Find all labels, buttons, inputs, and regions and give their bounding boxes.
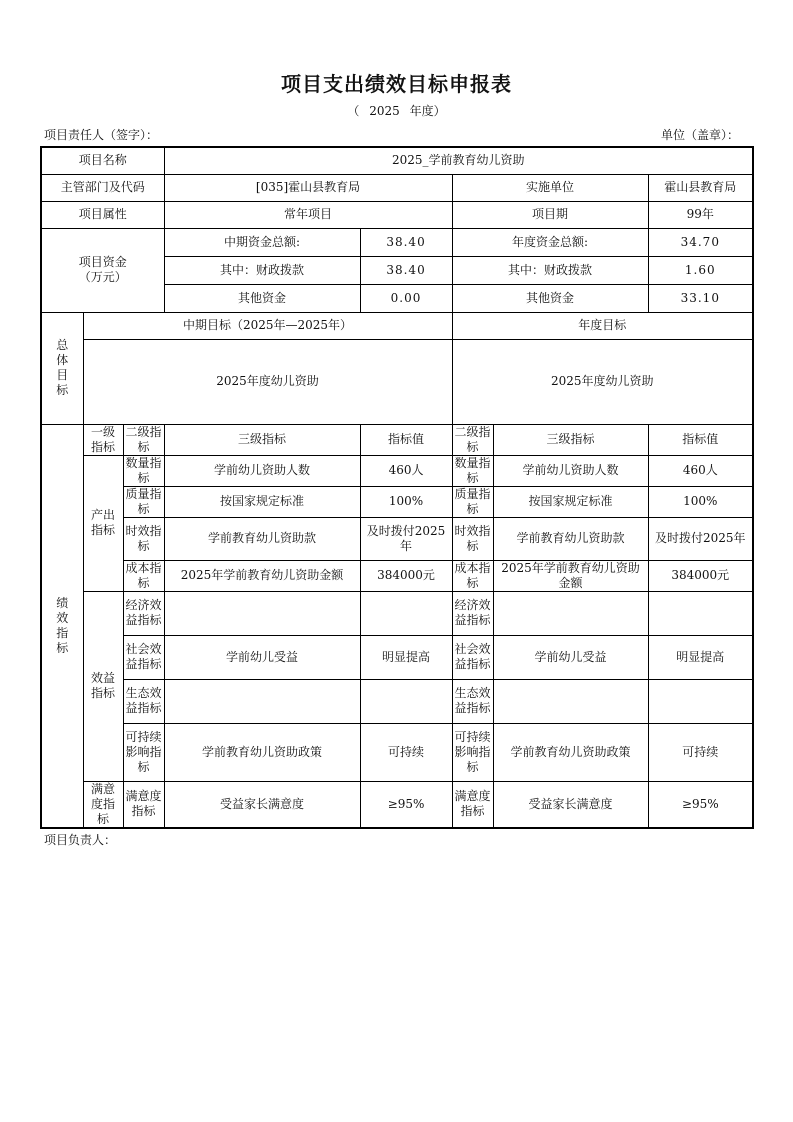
project-owner-label: 项目负责人： <box>44 833 117 847</box>
annual-goal-text: 2025年度幼儿资助 <box>452 339 753 424</box>
table-row <box>41 560 753 591</box>
value-cell-annual: 可持续 <box>648 723 753 781</box>
level3-cell-annual: 学前教育幼儿资助政策 <box>493 723 648 781</box>
level2-cell: 经济效益指标 <box>123 591 164 635</box>
level3-cell: 学前幼儿资助人数 <box>164 455 360 486</box>
level2-cell: 满意度指标 <box>123 781 164 828</box>
project-name-label: 项目名称 <box>41 147 164 174</box>
project-period-value: 99年 <box>648 201 753 228</box>
table-row <box>41 679 753 723</box>
annual-other-label: 其他资金 <box>452 284 648 312</box>
funds-label-line1: 项目资金 <box>78 255 127 269</box>
level3-cell <box>164 591 360 635</box>
project-attribute-label: 项目属性 <box>41 201 164 228</box>
level2-cell-annual: 可持续影响指标 <box>452 723 493 781</box>
implementing-unit-value: 霍山县教育局 <box>648 174 753 201</box>
level3-cell-annual: 学前幼儿受益 <box>493 635 648 679</box>
project-attribute-value: 常年项目 <box>164 201 452 228</box>
performance-indicator-label: 绩效指标 <box>41 424 83 828</box>
value-cell: 明显提高 <box>360 635 452 679</box>
implementing-unit-label: 实施单位 <box>452 174 648 201</box>
annual-fiscal-label: 其中：财政拨款 <box>452 256 648 284</box>
level3-cell-annual: 学前教育幼儿资助款 <box>493 517 648 560</box>
overall-goal-label: 总体目标 <box>41 312 83 424</box>
value-cell-annual: 460人 <box>648 455 753 486</box>
value-cell-annual: 明显提高 <box>648 635 753 679</box>
level3-cell-annual: 受益家长满意度 <box>493 781 648 828</box>
level2-cell: 成本指标 <box>123 560 164 591</box>
level3-cell-annual <box>493 679 648 723</box>
table-row <box>41 591 753 635</box>
annual-fiscal-value: 1.60 <box>648 256 753 284</box>
output-indicator-label: 产出指标 <box>83 455 123 591</box>
value-cell-annual: 100% <box>648 486 753 517</box>
annual-total-label: 年度资金总额: <box>452 228 648 256</box>
level2-cell-annual: 数量指标 <box>452 455 493 486</box>
value-cell: 及时拨付2025年 <box>360 517 452 560</box>
mid-fiscal-label: 其中：财政拨款 <box>164 256 360 284</box>
row-indicator-header <box>41 424 753 455</box>
level2-cell-annual: 质量指标 <box>452 486 493 517</box>
col-level3-header-annual: 三级指标 <box>493 424 648 455</box>
funds-label <box>41 228 164 312</box>
mid-fiscal-value: 38.40 <box>360 256 452 284</box>
table-row <box>41 635 753 679</box>
level3-cell <box>164 679 360 723</box>
level3-cell: 学前幼儿受益 <box>164 635 360 679</box>
row-goals-content <box>41 339 753 424</box>
level2-cell: 质量指标 <box>123 486 164 517</box>
row-project-name <box>41 147 753 174</box>
table-row <box>41 781 753 828</box>
project-name-value: 2025_学前教育幼儿资助 <box>164 147 753 174</box>
mid-goal-header: 中期目标（2025年—2025年） <box>83 312 452 339</box>
department-value: [035]霍山县教育局 <box>164 174 452 201</box>
performance-target-table <box>40 146 754 829</box>
mid-total-label: 中期资金总额: <box>164 228 360 256</box>
level2-cell-annual: 时效指标 <box>452 517 493 560</box>
table-row <box>41 517 753 560</box>
value-cell: 384000元 <box>360 560 452 591</box>
level3-cell: 2025年学前教育幼儿资助金额 <box>164 560 360 591</box>
col-value-header: 指标值 <box>360 424 452 455</box>
value-cell-annual <box>648 591 753 635</box>
value-cell-annual: ≥95% <box>648 781 753 828</box>
value-cell: 460人 <box>360 455 452 486</box>
col-value-header-annual: 指标值 <box>648 424 753 455</box>
page-title: 项目支出绩效目标申报表 <box>281 72 512 96</box>
department-label: 主管部门及代码 <box>41 174 164 201</box>
mid-other-label: 其他资金 <box>164 284 360 312</box>
annual-other-value: 33.10 <box>648 284 753 312</box>
level2-cell: 可持续影响指标 <box>123 723 164 781</box>
row-attribute <box>41 201 753 228</box>
level3-cell: 受益家长满意度 <box>164 781 360 828</box>
level3-cell-annual: 学前幼儿资助人数 <box>493 455 648 486</box>
level2-cell: 时效指标 <box>123 517 164 560</box>
level3-cell: 学前教育幼儿资助政策 <box>164 723 360 781</box>
level2-cell-annual: 满意度指标 <box>452 781 493 828</box>
col-level2-header: 二级指标 <box>123 424 164 455</box>
level3-cell-annual <box>493 591 648 635</box>
level3-cell-annual: 按国家规定标准 <box>493 486 648 517</box>
value-cell-annual: 及时拨付2025年 <box>648 517 753 560</box>
value-cell: ≥95% <box>360 781 452 828</box>
level2-cell-annual: 社会效益指标 <box>452 635 493 679</box>
unit-label: 单位（盖章）： <box>660 128 739 142</box>
level2-cell: 社会效益指标 <box>123 635 164 679</box>
level2-cell: 生态效益指标 <box>123 679 164 723</box>
table-row <box>41 486 753 517</box>
value-cell <box>360 679 452 723</box>
level3-cell: 按国家规定标准 <box>164 486 360 517</box>
value-cell-annual <box>648 679 753 723</box>
value-cell: 可持续 <box>360 723 452 781</box>
level2-cell: 数量指标 <box>123 455 164 486</box>
mid-total-value: 38.40 <box>360 228 452 256</box>
mid-goal-text: 2025年度幼儿资助 <box>83 339 452 424</box>
level2-cell-annual: 生态效益指标 <box>452 679 493 723</box>
value-cell <box>360 591 452 635</box>
responsible-label: 项目责任人（签字）： <box>44 128 159 142</box>
level2-cell-annual: 经济效益指标 <box>452 591 493 635</box>
mid-other-value: 0.00 <box>360 284 452 312</box>
funds-label-line2: （万元） <box>78 270 127 284</box>
value-cell-annual: 384000元 <box>648 560 753 591</box>
table-row <box>41 723 753 781</box>
table-row <box>41 455 753 486</box>
row-funds-total <box>41 228 753 256</box>
level3-cell: 学前教育幼儿资助款 <box>164 517 360 560</box>
level2-cell-annual: 成本指标 <box>452 560 493 591</box>
level3-cell-annual: 2025年学前教育幼儿资助金额 <box>493 560 648 591</box>
row-goals-header <box>41 312 753 339</box>
satisfaction-indicator-label: 满意度指标 <box>83 781 123 828</box>
col-level1-header: 一级指标 <box>83 424 123 455</box>
value-cell: 100% <box>360 486 452 517</box>
row-department <box>41 174 753 201</box>
col-level2-header-annual: 二级指标 <box>452 424 493 455</box>
year-line: （ 2025 年度） <box>347 104 446 118</box>
col-level3-header: 三级指标 <box>164 424 360 455</box>
project-period-label: 项目期 <box>452 201 648 228</box>
benefit-indicator-label: 效益指标 <box>83 591 123 781</box>
annual-goal-header: 年度目标 <box>452 312 753 339</box>
annual-total-value: 34.70 <box>648 228 753 256</box>
